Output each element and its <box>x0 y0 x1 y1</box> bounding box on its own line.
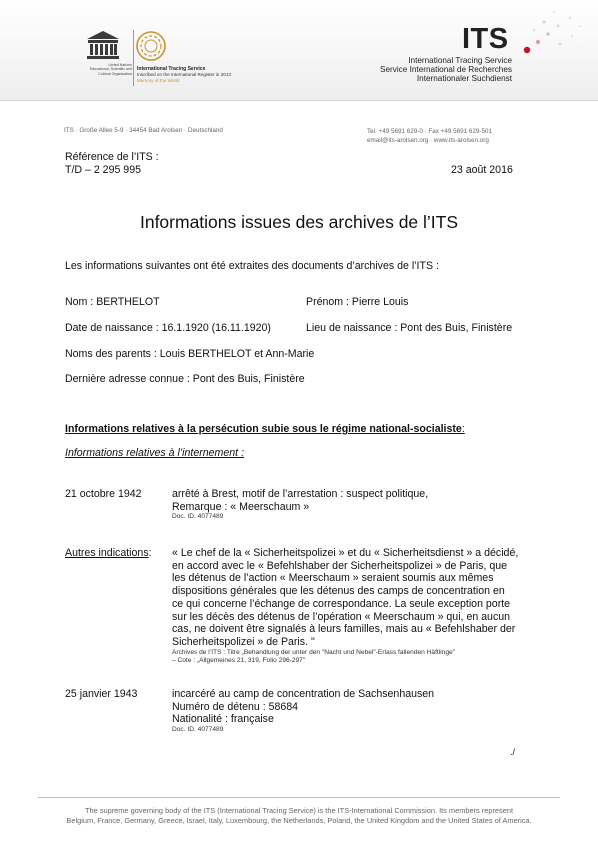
logo-divider <box>133 30 134 86</box>
unesco-temple-icon <box>86 30 120 60</box>
its-logo: ITS <box>462 23 509 55</box>
entry-line: Remarque : « Meerschaum » <box>172 500 310 513</box>
field-nom: Nom : BERTHELOT <box>65 296 160 308</box>
contact-info <box>367 127 492 145</box>
its-dots-icon <box>510 4 590 74</box>
postal-address: ITS · Große Allee 5-9 · 34454 Bad Arolsen · Deutschland <box>64 127 223 134</box>
field-date-naissance: Date de naissance : 16.1.1920 (16.11.1920) <box>65 322 271 334</box>
its-name-de: Internationaler Suchdienst <box>416 74 512 83</box>
field-derniere-adresse: Dernière adresse connue : Pont des Buis, Finistère <box>65 373 305 385</box>
other-indications-label-colon: : <box>148 547 152 559</box>
memory-of-the-world-label: Memory of the World <box>137 78 180 83</box>
its-tracing-title: International Tracing Service <box>137 66 206 72</box>
footer-line: The supreme governing body of the ITS (International Tracing Service) is the ITS-International Commission. Its members represent <box>84 806 514 815</box>
footer-line: Belgium, France, Germany, Greece, Israel, Italy, Luxembourg, the Netherlands, Poland, the United Kingdom and the United States of America. <box>66 816 532 825</box>
its-name-en: International Tracing Service <box>408 56 512 65</box>
quote-line: « Le chef de la « Sicherheitspolizei » et du « Sicherheitsdienst » a décidé, <box>172 547 519 559</box>
footer-text <box>38 806 560 826</box>
entry-line: arrêté à Brest, motif de l’arrestation : suspect politique, <box>172 488 429 500</box>
its-register-note: Inscribed on the International Register in 2013 <box>137 72 231 77</box>
quote-line: les détenus de l’action « Meerschaum » seraient soumis aux mêmes <box>172 572 494 585</box>
section-heading <box>65 423 465 435</box>
archive-reference: Archives de l’ITS : Titre „Behandlung der unter den "Nacht und Nebel"-Erlass fallenden Häftlinge" <box>172 648 456 656</box>
entry-line: incarcéré au camp de concentration de Sachsenhausen <box>172 688 435 700</box>
continuation-mark: ./ <box>510 747 516 757</box>
entry-details <box>172 688 434 734</box>
entry-line: Numéro de détenu : 58684 <box>172 700 299 713</box>
field-parents: Noms des parents : Louis BERTHELOT et Ann-Marie <box>65 348 315 360</box>
subsection-heading-colon: : <box>238 447 245 459</box>
section-heading-colon: : <box>461 423 465 435</box>
quote-line: cas, ne doivent être signalés à leurs familles, mais au « Befehlshaber der <box>172 623 516 636</box>
subsection-heading-text: Informations relatives à l’internement <box>65 447 239 459</box>
letterhead <box>0 0 598 101</box>
other-indications-text <box>172 547 518 665</box>
field-prenom: Prénom : Pierre Louis <box>306 296 409 308</box>
reference-label: Référence de l’ITS : <box>65 151 159 163</box>
quote-line: sur les décès des détenus de l’opération « Meerschaum » qui, en aucun <box>172 610 511 623</box>
quote-line: dispositions générales que les détenus des camps de concentration en <box>172 585 505 598</box>
doc-id: Doc. ID. 4077489 <box>172 726 224 734</box>
other-indications-label <box>65 547 152 559</box>
intro-text: Les informations suivantes ont été extraites des documents d’archives de l’ITS : <box>65 260 439 272</box>
field-lieu-naissance: Lieu de naissance : Pont des Buis, Finistère <box>306 322 513 334</box>
other-indications-label-text: Autres indications <box>65 547 149 559</box>
quote-line: en accord avec le « Befehlshaber der Sicherheitspolizei » de Paris, que <box>172 559 508 572</box>
doc-id: Doc. ID. 4077489 <box>172 513 224 521</box>
entry-date: 25 janvier 1943 <box>65 688 138 700</box>
entry-date: 21 octobre 1942 <box>65 488 142 500</box>
memory-of-the-world-icon <box>135 30 167 62</box>
its-name-fr: Service International de Recherches <box>380 65 512 74</box>
subsection-heading <box>65 447 244 459</box>
archive-cote: – Cote : „Allgemeines 21, 319, Folio 296-297" <box>172 656 306 664</box>
footer-divider <box>38 797 560 798</box>
contact-web: email@its-arolsen.org · www.its-arolsen.org <box>367 137 489 144</box>
document-title: Informations issues des archives de l’ITS <box>139 212 459 232</box>
contact-phone: Tel. +49 5691 629-0 · Fax +49 5691 629-501 <box>367 128 492 135</box>
document-date: 23 août 2016 <box>451 164 513 176</box>
entry-details <box>172 488 428 521</box>
reference-value: T/D – 2 295 995 <box>65 164 141 176</box>
unesco-caption: United Nations Educational, Scientific and Cultural Organization <box>89 63 132 76</box>
entry-line: Nationalité : française <box>172 713 274 726</box>
section-heading-text: Informations relatives à la persécution subie sous le régime national-socialiste <box>65 423 462 435</box>
quote-line: ce qui concerne l’échange de correspondance. La seule exception porte <box>172 597 511 610</box>
quote-line: Sicherheitspolizei » de Paris. " <box>172 635 315 648</box>
